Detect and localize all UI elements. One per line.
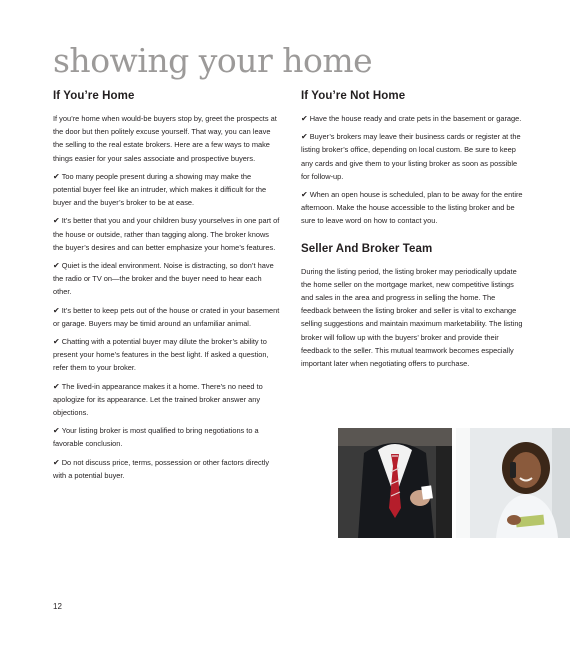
homeowner-illustration — [456, 428, 570, 538]
checkmark-icon: ✔ — [53, 381, 60, 391]
section-heading-seller-and-broker-team: Seller And Broker Team — [301, 242, 433, 255]
tip-item: ✔ Have the house ready and crate pets in the basement or garage. — [301, 114, 522, 123]
page-number: 12 — [53, 602, 62, 611]
tip-item: ✔ It’s better that you and your children busy yourselves in one part of the house or outside, rather than tagging along. The broker knows the buyer’s desires and can better emphasize your home’s features. — [53, 216, 280, 252]
tip-item: ✔ Do not discuss price, terms, possession or other factors directly with a potential buyer. — [53, 457, 270, 480]
seller-broker-paragraph: During the listing period, the listing broker may periodically update the home seller on the mortgage market, new competitive listings and sales in the area and progress in selling the home. The feedback between the listing broker and seller is vital to exchange selling suggestions and maintain maximum marketability. The listing broker will follow up with the buyers’ broker and provide their feedback to the seller. This mutual teamwork becomes especially important later when negotiating offers to purchase. — [301, 266, 523, 369]
checkmark-icon: ✔ — [53, 426, 60, 436]
homeowner-photo — [456, 428, 570, 538]
tip-item: ✔ Your listing broker is most qualified to bring negotiations to a favorable conclusion. — [53, 426, 259, 449]
checkmark-icon: ✔ — [53, 261, 60, 271]
checkmark-icon: ✔ — [53, 305, 60, 315]
if-youre-not-home-section — [301, 89, 525, 375]
checkmark-icon: ✔ — [53, 216, 60, 226]
checkmark-icon: ✔ — [53, 337, 60, 347]
checkmark-icon: ✔ — [53, 457, 60, 467]
checkmark-icon: ✔ — [301, 190, 308, 200]
tip-item: ✔ Chatting with a potential buyer may dilute the broker’s ability to present your home’s features in the best light. If asked a question, refer them to your broker. — [53, 337, 269, 373]
checkmark-icon: ✔ — [301, 132, 308, 142]
tip-item: ✔ Too many people present during a showing may make the potential buyer feel like an intruder, which makes it difficult for the buyer and the buyer’s broker to be at ease. — [53, 171, 267, 208]
section-heading-if-youre-home: If You’re Home — [53, 90, 135, 102]
tip-item: ✔ It’s better to keep pets out of the house or crated in your basement or garage. Buyers may be timid around an unfamiliar animal. — [53, 305, 280, 328]
broker-photo — [338, 428, 452, 538]
page-title: showing your home — [53, 41, 373, 80]
broker-illustration — [338, 428, 452, 538]
checkmark-icon: ✔ — [301, 114, 308, 123]
tip-item: ✔ When an open house is scheduled, plan to be away for the entire afternoon. Make the house accessible to the listing broker and be sure to leave word on how to contact you. — [301, 190, 523, 226]
checkmark-icon: ✔ — [53, 171, 60, 181]
if-youre-home-section — [53, 89, 281, 487]
intro-paragraph: If you’re home when would-be buyers stop by, greet the prospects at the door but then politely excuse yourself. That way, you can leave the selling to the real estate brokers. Here are a few ways to make things easier for your sales associate and prospective buyers. — [53, 114, 277, 163]
tip-item: ✔ Quiet is the ideal environment. Noise is distracting, so don’t have the radio or TV on—the broker and the buyer need to hear each other. — [53, 261, 274, 297]
section-heading-if-youre-not-home: If You’re Not Home — [301, 90, 406, 102]
tip-item: ✔ The lived-in appearance makes it a home. There’s no need to apologize for its appearance. Let the trained broker answer any objections. — [53, 381, 263, 418]
tip-item: ✔ Buyer’s brokers may leave their business cards or register at the listing broker’s office, depending on local custom. Be sure to keep any cards and give them to your listing broker as soon as possible for follow-up. — [301, 132, 521, 181]
